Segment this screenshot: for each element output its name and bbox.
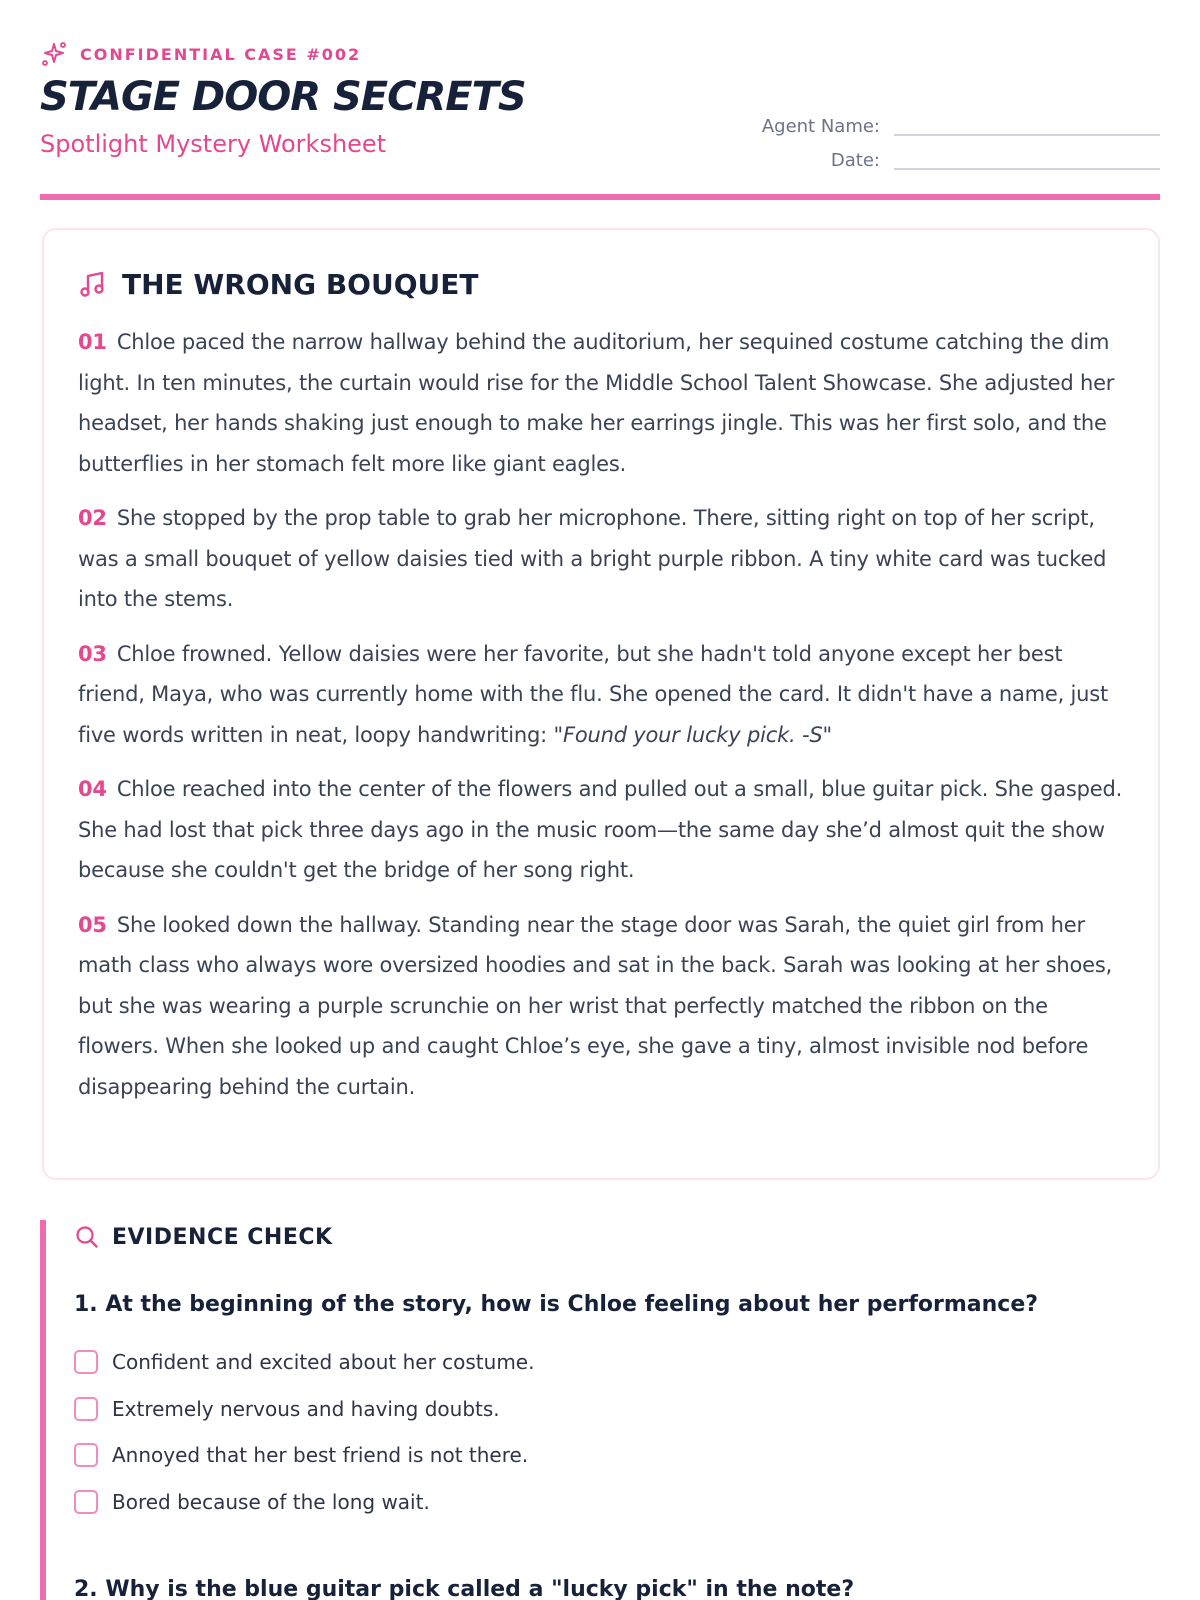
story-paragraph-2 xyxy=(78,498,1124,620)
answer-option[interactable] xyxy=(74,1386,1160,1433)
paragraph-number: 03 xyxy=(78,641,107,666)
agent-name-row xyxy=(740,104,1160,138)
answer-checkbox[interactable] xyxy=(74,1397,98,1421)
answer-option[interactable] xyxy=(74,1432,1160,1479)
evidence-heading xyxy=(74,1220,1160,1254)
magnifier-icon xyxy=(74,1224,100,1250)
question-1-options xyxy=(74,1339,1160,1525)
date-row xyxy=(740,138,1160,172)
paragraph-text: She looked down the hallway. Standing near the stage door was Sarah, the quiet girl from her math class who always wore oversized hoodies and sat in the back. Sarah was looking at her shoes, but she was wearing a purple scrunchie on her wrist that perfectly matched the ribbon on the flowers. When she looked up and caught Chloe’s eye, she gave a tiny, almost invisible nod before disappearing behind the curtain. xyxy=(78,912,1113,1099)
worksheet-header xyxy=(40,0,1160,200)
card-note: "Found your lucky pick. -S" xyxy=(553,722,832,747)
story-card xyxy=(42,228,1160,1180)
answer-checkbox[interactable] xyxy=(74,1490,98,1514)
agent-fields xyxy=(740,104,1160,172)
sparkle-icon xyxy=(40,40,68,68)
paragraph-text: Chloe paced the narrow hallway behind the auditorium, her sequined costume catching the dim light. In ten minutes, the curtain would rise for the Middle School Talent Showcase. She adjusted her headset, her hands shaking just enough to make her earrings jingle. This was her first solo, and the butterflies in her stomach felt more like giant eagles. xyxy=(78,330,1115,476)
answer-checkbox[interactable] xyxy=(74,1350,98,1374)
story-paragraph-5 xyxy=(78,905,1124,1108)
answer-option[interactable] xyxy=(74,1339,1160,1386)
paragraph-number: 01 xyxy=(78,330,107,354)
answer-option[interactable] xyxy=(74,1479,1160,1526)
date-field[interactable] xyxy=(894,168,1160,170)
agent-name-label: Agent Name: xyxy=(761,116,880,137)
worksheet-subtitle: Spotlight Mystery Worksheet xyxy=(40,130,387,158)
question-2: 2. Why is the blue guitar pick called a "lucky pick" in the note? xyxy=(74,1577,855,1600)
evidence-section xyxy=(40,1220,1160,1600)
answer-checkbox[interactable] xyxy=(74,1443,98,1467)
answer-text: Bored because of the long wait. xyxy=(112,1489,430,1514)
question-1: 1. At the beginning of the story, how is Chloe feeling about her performance? xyxy=(74,1292,1039,1317)
paragraph-number: 02 xyxy=(78,506,107,530)
answer-text: Extremely nervous and having doubts. xyxy=(112,1396,500,1421)
story-title: THE WRONG BOUQUET xyxy=(122,267,479,301)
evidence-title: EVIDENCE CHECK xyxy=(112,1224,333,1250)
story-heading xyxy=(78,262,1124,306)
paragraph-number: 04 xyxy=(78,777,107,801)
paragraph-text: Chloe reached into the center of the flowers and pulled out a small, blue guitar pick. She gasped. She had lost that pick three days ago in the music room—the same day she’d almost quit the show because she couldn't get the bridge of her song right. xyxy=(78,777,1123,882)
answer-text: Confident and excited about her costume. xyxy=(112,1350,535,1375)
paragraph-text: Chloe frowned. Yellow daisies were her favorite, but she hadn't told anyone except her best friend, Maya, who was currently home with the flu. She opened the card. It didn't have a name, just five words written in neat, loopy handwriting: xyxy=(78,641,1109,747)
worksheet-title: STAGE DOOR SECRETS xyxy=(40,74,526,120)
date-label: Date: xyxy=(830,150,880,171)
paragraph-text: She stopped by the prop table to grab her microphone. There, sitting right on top of her script, was a small bouquet of yellow daisies tied with a bright purple ribbon. A tiny white card was tucked into the stems. xyxy=(78,506,1107,611)
answer-text: Annoyed that her best friend is not there. xyxy=(112,1443,529,1468)
story-paragraph-4 xyxy=(78,769,1124,891)
case-label: CONFIDENTIAL CASE #002 xyxy=(80,44,362,64)
case-line xyxy=(40,40,361,68)
music-note-icon xyxy=(78,269,108,299)
agent-name-field[interactable] xyxy=(894,134,1160,136)
paragraph-number: 05 xyxy=(78,912,107,937)
story-body xyxy=(78,322,1124,1107)
story-paragraph-1 xyxy=(78,322,1124,484)
story-paragraph-3 xyxy=(78,634,1124,756)
